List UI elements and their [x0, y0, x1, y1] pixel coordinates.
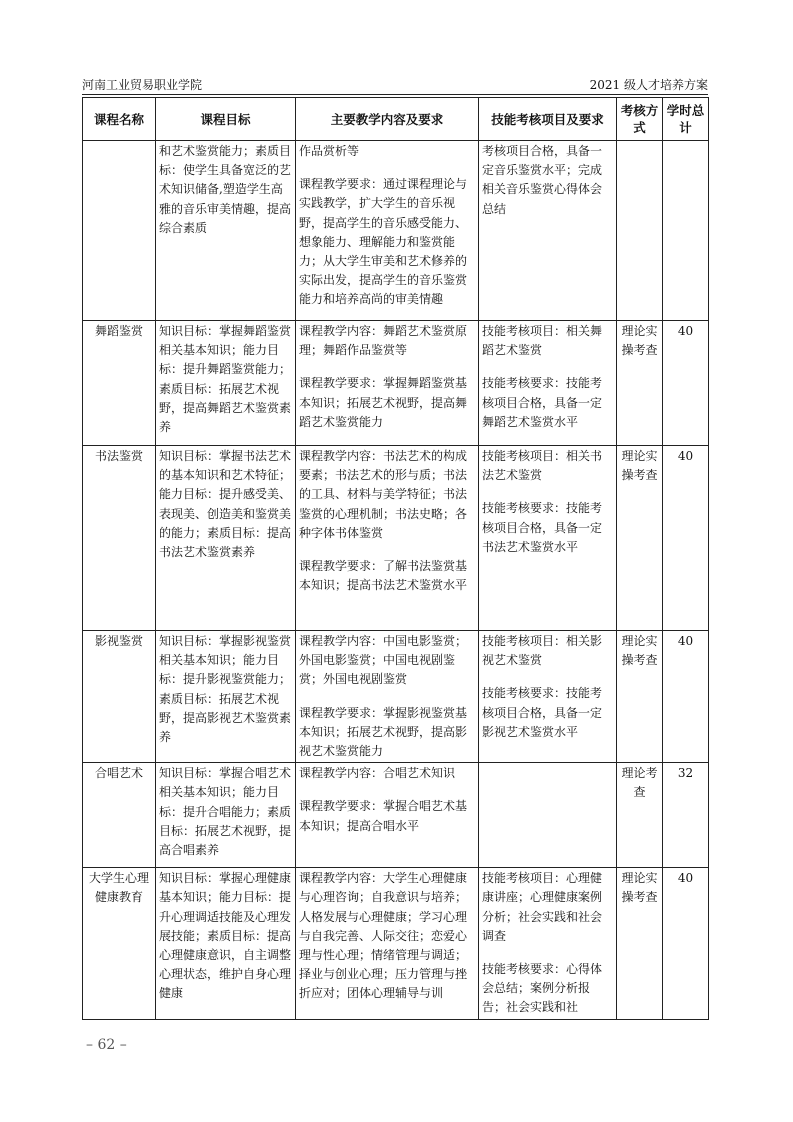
- skill-assessment: 技能考核项目：相关影视艺术鉴赏 技能考核要求：技能考核项目合格，具备一定影视艺术鉴赏水平: [479, 631, 617, 763]
- page-header: [82, 72, 708, 95]
- total-hours: 40: [663, 446, 709, 631]
- col-course-name: 课程名称: [83, 98, 156, 141]
- table-row: [83, 763, 709, 868]
- assessment-method: [617, 141, 663, 321]
- course-name: 书法鉴赏: [83, 446, 156, 631]
- skill-assessment: 考核项目合格，具备一定音乐鉴赏水平；完成相关音乐鉴赏心得体会总结: [479, 141, 617, 321]
- skill-assessment: 技能考核项目：心理健康讲座；心理健康案例分析；社会实践和社会调查 技能考核要求：心得体会总结；案例分析报告；社会实践和社: [479, 868, 617, 1019]
- assessment-method: 理论实操考查: [617, 631, 663, 763]
- course-goal: 知识目标：掌握舞蹈鉴赏相关基本知识；能力目标：提升舞蹈鉴赏能力；素质目标：拓展艺术视野，提高舞蹈艺术鉴赏素养: [156, 321, 296, 446]
- course-goal: 知识目标：掌握书法艺术的基本知识和艺术特征；能力目标：提升感受美、表现美、创造美和鉴赏美的能力；素质目标：提高书法艺术鉴赏素养: [156, 446, 296, 631]
- total-hours: 40: [663, 631, 709, 763]
- course-name: 合唱艺术: [83, 763, 156, 868]
- table-row: [83, 321, 709, 446]
- col-teaching-content: 主要教学内容及要求: [296, 98, 479, 141]
- page-number: – 62 –: [86, 1037, 127, 1053]
- total-hours: 40: [663, 321, 709, 446]
- table-row: [83, 631, 709, 763]
- assessment-method: 理论实操考查: [617, 868, 663, 1019]
- col-course-goal: 课程目标: [156, 98, 296, 141]
- col-skill-assessment: 技能考核项目及要求: [479, 98, 617, 141]
- document-title: 2021 级人才培养方案: [589, 78, 708, 92]
- teaching-content: 课程教学内容：舞蹈艺术鉴赏原理；舞蹈作品鉴赏等 课程教学要求：掌握舞蹈鉴赏基本知识；拓展艺术视野，提高舞蹈艺术鉴赏能力: [296, 321, 479, 446]
- table-row: [83, 868, 709, 1019]
- table-row: [83, 446, 709, 631]
- course-goal: 和艺术鉴赏能力；素质目标：使学生具备宽泛的艺术知识储备,塑造学生高雅的音乐审美情趣，提高综合素质: [156, 141, 296, 321]
- skill-assessment: [479, 763, 617, 868]
- course-goal: 知识目标：掌握影视鉴赏相关基本知识；能力目标：提升影视鉴赏能力；素质目标：拓展艺术视野，提高影视艺术鉴赏素养: [156, 631, 296, 763]
- course-name: [83, 141, 156, 321]
- teaching-content: 课程教学内容：中国电影鉴赏；外国电影鉴赏；中国电视剧鉴赏；外国电视剧鉴赏 课程教学要求：掌握影视鉴赏基本知识；拓展艺术视野，提高影视艺术鉴赏能力: [296, 631, 479, 763]
- assessment-method: 理论实操考查: [617, 321, 663, 446]
- course-name: 舞蹈鉴赏: [83, 321, 156, 446]
- table-row: [83, 141, 709, 321]
- course-name: 大学生心理健康教育: [83, 868, 156, 1019]
- institution-name: 河南工业贸易职业学院: [82, 78, 203, 92]
- assessment-method: 理论实操考查: [617, 446, 663, 631]
- course-goal: 知识目标：掌握合唱艺术相关基本知识；能力目标：提升合唱能力；素质目标：拓展艺术视野，提高合唱素养: [156, 763, 296, 868]
- total-hours: 40: [663, 868, 709, 1019]
- teaching-content: 课程教学内容：合唱艺术知识 课程教学要求：掌握合唱艺术基本知识；提高合唱水平: [296, 763, 479, 868]
- curriculum-table: [82, 97, 709, 1020]
- assessment-method: 理论考查: [617, 763, 663, 868]
- course-goal: 知识目标：掌握心理健康基本知识；能力目标：提升心理调适技能及心理发展技能；素质目标：提高心理健康意识，自主调整心理状态，维护自身心理健康: [156, 868, 296, 1019]
- table-header-row: [83, 98, 709, 141]
- teaching-content: 作品赏析等 课程教学要求：通过课程理论与实践教学，扩大学生的音乐视野，提高学生的音乐感受能力、想象能力、理解能力和鉴赏能力；从大学生审美和艺术修养的实际出发，提高学生的音乐鉴赏能力和培养高尚的审美情趣: [296, 141, 479, 321]
- teaching-content: 课程教学内容：书法艺术的构成要素；书法艺术的形与质；书法的工具、材料与美学特征；书法鉴赏的心理机制；书法史略；各种字体书体鉴赏 课程教学要求：了解书法鉴赏基本知识；提高书法艺术鉴赏水平: [296, 446, 479, 631]
- course-name: 影视鉴赏: [83, 631, 156, 763]
- col-assessment-method: 考核方式: [617, 98, 663, 141]
- skill-assessment: 技能考核项目：相关舞蹈艺术鉴赏 技能考核要求：技能考核项目合格，具备一定舞蹈艺术鉴赏水平: [479, 321, 617, 446]
- total-hours: [663, 141, 709, 321]
- teaching-content: 课程教学内容：大学生心理健康与心理咨询；自我意识与培养；人格发展与心理健康；学习心理与自我完善、人际交往；恋爱心理与性心理；情绪管理与调适；择业与创业心理；压力管理与挫折应对；团体心理辅导与训: [296, 868, 479, 1019]
- total-hours: 32: [663, 763, 709, 868]
- col-total-hours: 学时总计: [663, 98, 709, 141]
- skill-assessment: 技能考核项目：相关书法艺术鉴赏 技能考核要求：技能考核项目合格，具备一定书法艺术鉴赏水平: [479, 446, 617, 631]
